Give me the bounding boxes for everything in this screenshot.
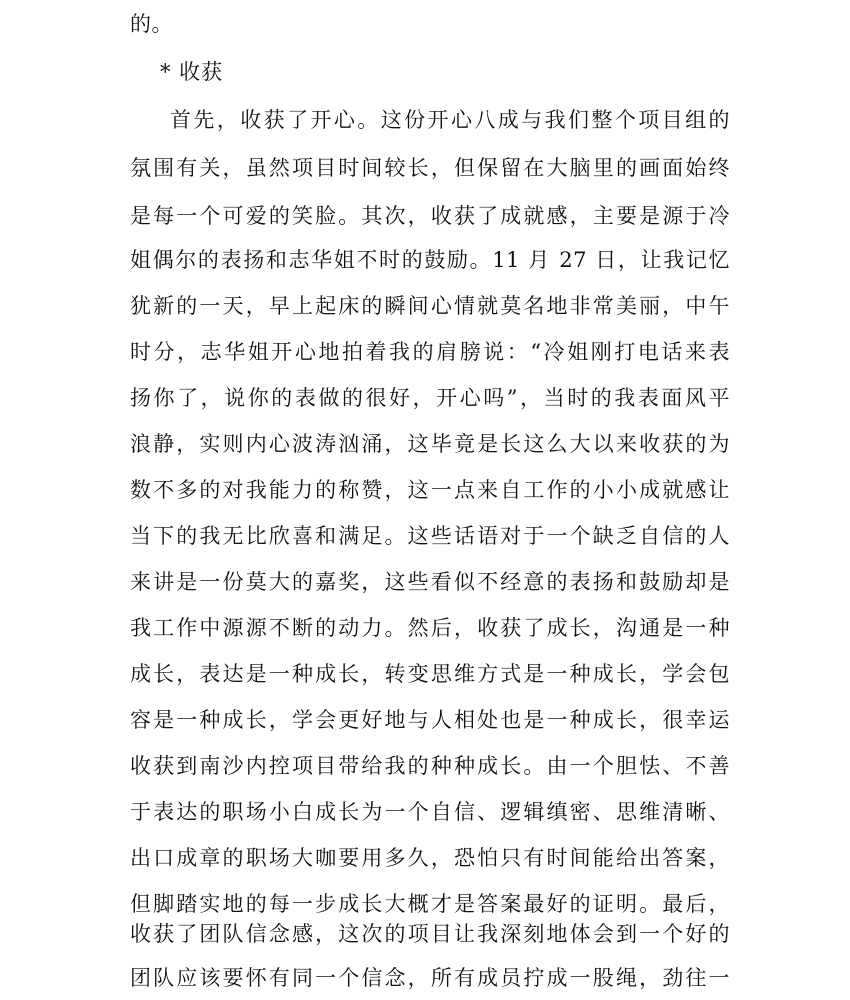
paragraph-line: 氛围有关，虽然项目时间较长，但保留在大脑里的画面始终 — [130, 156, 730, 180]
paragraph-line: 时分，志华姐开心地拍着我的肩膀说：“冷姐刚打电话来表 — [130, 340, 730, 364]
top-text-fragment: 的。 — [130, 12, 173, 36]
paragraph-line: 我工作中源源不断的动力。然后，收获了成长，沟通是一种 — [130, 616, 730, 640]
paragraph-line: 团队应该要怀有同一个信念，所有成员拧成一股绳，劲往一 — [130, 966, 730, 990]
paragraph-line: 来讲是一份莫大的嘉奖，这些看似不经意的表扬和鼓励却是 — [130, 570, 730, 594]
paragraph-line: 于表达的职场小白成长为一个自信、逻辑缜密、思维清晰、 — [130, 800, 730, 824]
section-heading: * 收获 — [160, 60, 224, 84]
paragraph-line: 当下的我无比欣喜和满足。这些话语对于一个缺乏自信的人 — [130, 524, 730, 548]
paragraph-line: 犹新的一天，早上起床的瞬间心情就莫名地非常美丽，中午 — [130, 294, 730, 318]
paragraph-line: 浪静，实则内心波涛汹涌，这毕竟是长这么大以来收获的为 — [130, 432, 730, 456]
paragraph-line: 是每一个可爱的笑脸。其次，收获了成就感，主要是源于冷 — [130, 204, 730, 228]
paragraph-line: 收获了团队信念感，这次的项目让我深刻地体会到一个好的 — [130, 922, 730, 946]
paragraph-line: 成长，表达是一种成长，转变思维方式是一种成长，学会包 — [130, 662, 730, 686]
paragraph-line: 出口成章的职场大咖要用多久，恐怕只有时间能给出答案， — [130, 846, 730, 870]
paragraph-line: 数不多的对我能力的称赞，这一点来自工作的小小成就感让 — [130, 478, 730, 502]
paragraph-line: 扬你了，说你的表做的很好，开心吗”，当时的我表面风平 — [130, 386, 730, 410]
paragraph-line: 容是一种成长，学会更好地与人相处也是一种成长，很幸运 — [130, 708, 730, 732]
paragraph-line: 首先，收获了开心。这份开心八成与我们整个项目组的 — [170, 108, 730, 132]
paragraph-line: 但脚踏实地的每一步成长大概才是答案最好的证明。最后， — [130, 892, 730, 916]
paragraph-line: 收获到南沙内控项目带给我的种种成长。由一个胆怯、不善 — [130, 754, 730, 778]
paragraph-line: 姐偶尔的表扬和志华姐不时的鼓励。11 月 27 日，让我记忆 — [130, 248, 730, 272]
